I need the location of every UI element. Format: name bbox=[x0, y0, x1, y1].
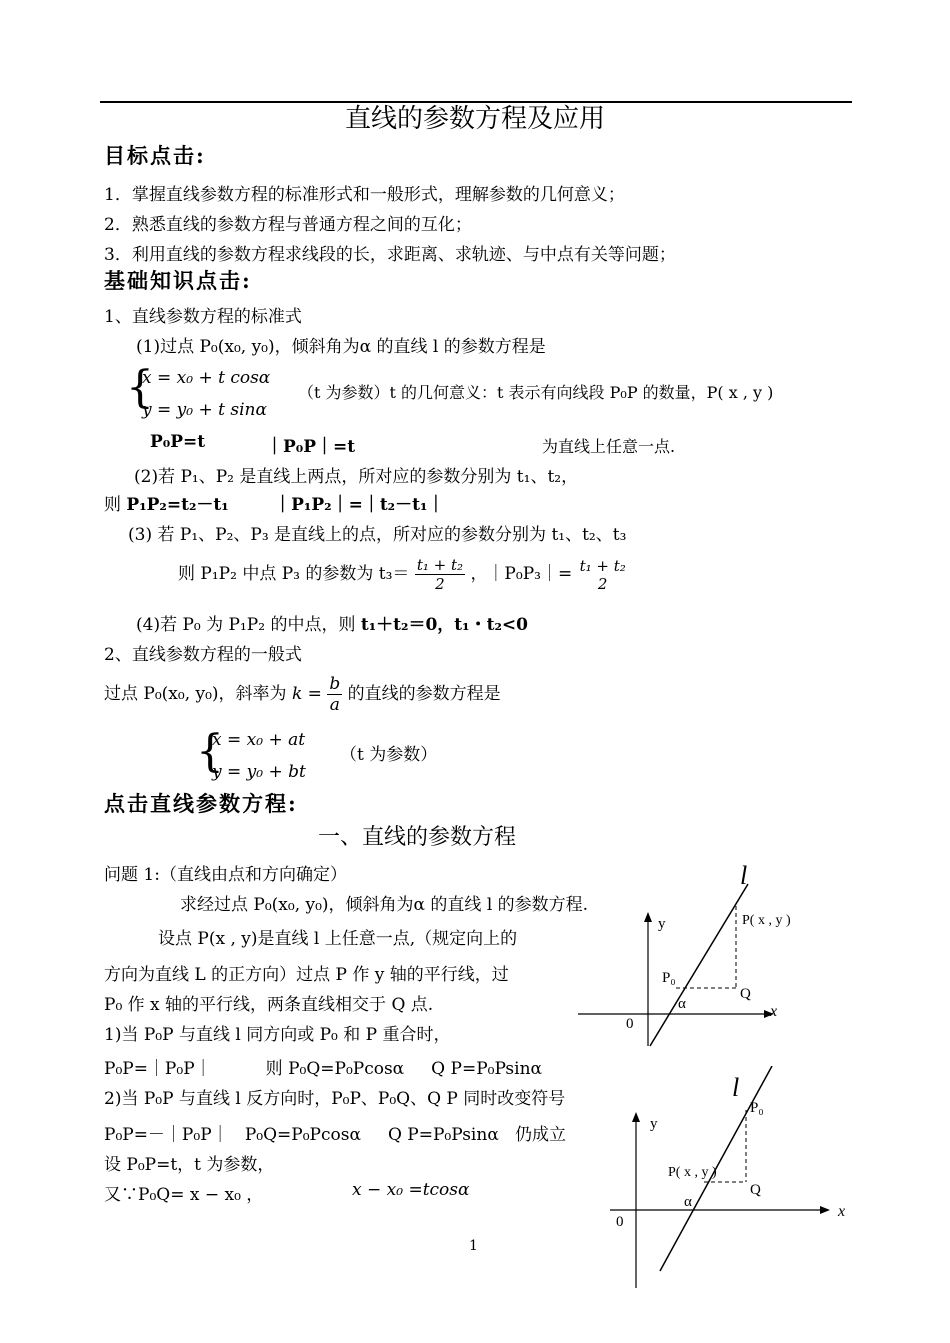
fig1-label-p0: P₀ bbox=[662, 970, 676, 986]
eq1-brace: { bbox=[126, 362, 154, 413]
since-line: 又∵P₀Q= x − x₀ ， bbox=[104, 1185, 264, 1205]
question-1: 问题 1:（直线由点和方向确定） bbox=[104, 865, 347, 885]
slope-numerator: b bbox=[329, 674, 341, 694]
fig1-label-p: P( x , y ) bbox=[742, 913, 791, 928]
section2-title: 2、直线参数方程的一般式 bbox=[104, 645, 302, 665]
since-line-2: x − x₀ =tcosα bbox=[352, 1180, 470, 1200]
question-1-body: 求经过点 P₀(x₀, y₀)，倾斜角为α 的直线 l 的参数方程. bbox=[180, 895, 589, 915]
fig2-label-p0: P₀ bbox=[750, 1100, 764, 1116]
then-word: 则 bbox=[104, 495, 121, 515]
goals-heading: 目标点击: bbox=[104, 143, 206, 168]
any-point-note: 为直线上任意一点. bbox=[542, 437, 676, 456]
fig2-label-origin: 0 bbox=[616, 1214, 624, 1230]
general-form-text-2: 的直线的参数方程是 bbox=[347, 684, 501, 704]
fig2-label-y: y bbox=[650, 1116, 658, 1132]
fig2-label-x: x bbox=[838, 1203, 846, 1220]
abs-p0p-eq: ｜P₀P｜=t bbox=[266, 437, 356, 457]
section1-line4: (3) 若 P₁、P₂、P₃ 是直线上的点，所对应的参数分别为 t₁、t₂、t₃ bbox=[128, 525, 627, 545]
fig1-label-q: Q bbox=[740, 986, 751, 1002]
eq2-brace: { bbox=[196, 726, 224, 777]
midpoint-fraction bbox=[415, 556, 465, 593]
case-1: 1)当 P₀P 与直线 l 同方向或 P₀ 和 P 重合时， bbox=[104, 1025, 451, 1045]
p0p-eq: P₀P=t bbox=[150, 432, 206, 452]
setup-line-2: 方向为直线 L 的正方向）过点 P 作 y 轴的平行线，过 bbox=[104, 965, 509, 985]
click-heading: 点击直线参数方程: bbox=[104, 791, 298, 816]
goal-item-3: 3．利用直线的参数方程求线段的长，求距离、求轨迹、与中点有关等问题； bbox=[104, 245, 676, 265]
abs-p0p3-fraction bbox=[578, 557, 628, 593]
case-2-equation: P₀P=－｜P₀P｜ P₀Q=P₀Pcosα Q P=P₀Psinα 仍成立 bbox=[104, 1125, 567, 1145]
section1-line6 bbox=[136, 610, 528, 635]
section1-line3 bbox=[104, 490, 444, 515]
abs-p1p2-eq: ｜P₁P₂｜=｜t₂－t₁｜ bbox=[274, 495, 445, 515]
fig2-label-q: Q bbox=[750, 1182, 761, 1198]
page-title: 直线的参数方程及应用 bbox=[344, 104, 605, 134]
eq1-note: （t 为参数）t 的几何意义：t 表示有向线段 P₀P 的数量，P( x , y ) bbox=[298, 383, 774, 402]
page-number: 1 bbox=[469, 1238, 478, 1254]
section2-line1 bbox=[104, 674, 501, 715]
setup-line-1: 设点 P(x , y)是直线 l 上任意一点,（规定向上的 bbox=[158, 929, 518, 949]
fig2-label-l: l bbox=[732, 1073, 740, 1102]
fraction2-numerator: t₁ + t₂ bbox=[579, 556, 626, 575]
section1-line5 bbox=[178, 556, 628, 593]
fraction-numerator: t₁ + t₂ bbox=[416, 556, 464, 574]
setup-line-3: P₀ 作 x 轴的平行线，两条直线相交于 Q 点. bbox=[104, 995, 434, 1015]
midpoint-text: 则 P₁P₂ 中点 P₃ 的参数为 t₃＝ bbox=[178, 564, 410, 584]
basics-heading: 基础知识点击: bbox=[104, 268, 252, 293]
eq1-bottom: y = y₀ + t sinα bbox=[142, 400, 267, 420]
section1-line1: (1)过点 P₀(x₀, y₀)，倾斜角为α 的直线 l 的参数方程是 bbox=[136, 337, 546, 357]
fig1-label-origin: 0 bbox=[626, 1016, 634, 1032]
t-sum-product: t₁＋t₂＝0，t₁・t₂<0 bbox=[360, 615, 528, 635]
eq2-bottom: y = y₀ + bt bbox=[212, 762, 306, 782]
goal-item-2: 2．熟悉直线的参数方程与普通方程之间的互化； bbox=[104, 215, 472, 235]
fig1-label-y: y bbox=[658, 916, 666, 932]
midpoint-p0-text: (4)若 P₀ 为 P₁P₂ 的中点，则 bbox=[136, 615, 356, 635]
fig2-label-p: P( x , y ) bbox=[668, 1165, 717, 1180]
fig1-y-arrow bbox=[644, 912, 652, 922]
fig2-y-arrow bbox=[632, 1112, 640, 1122]
general-form-text: 过点 P₀(x₀, y₀)，斜率为 bbox=[104, 684, 287, 704]
fig1-label-x: x bbox=[770, 1003, 778, 1020]
figure-1 bbox=[570, 856, 820, 1056]
goal-item-1: 1．掌握直线参数方程的标准形式和一般形式，理解参数的几何意义； bbox=[104, 185, 625, 205]
eq2-note: （t 为参数） bbox=[340, 745, 438, 765]
figure-2 bbox=[600, 1066, 860, 1291]
eq1-top: x = x₀ + t cosα bbox=[142, 368, 271, 388]
fraction-denominator: 2 bbox=[435, 575, 445, 593]
fig1-label-alpha: α bbox=[678, 996, 686, 1012]
slope-fraction bbox=[327, 674, 342, 715]
case-2: 2)当 P₀P 与直线 l 反方向时，P₀P、P₀Q、Q P 同时改变符号 bbox=[104, 1089, 566, 1109]
case-1-equation: P₀P=｜P₀P｜ 则 P₀Q=P₀Pcosα Q P=P₀Psinα bbox=[104, 1059, 543, 1079]
eq2-top: x = x₀ + at bbox=[212, 730, 306, 750]
set-t-line: 设 P₀P=t，t 为参数， bbox=[104, 1155, 275, 1175]
section1-line2: (2)若 P₁、P₂ 是直线上两点，所对应的参数分别为 t₁、t₂， bbox=[134, 467, 579, 487]
fig1-label-l: l bbox=[740, 861, 748, 890]
fig2-label-alpha: α bbox=[684, 1194, 692, 1210]
fig2-x-arrow bbox=[820, 1206, 830, 1214]
section-heading: 一、直线的参数方程 bbox=[318, 825, 517, 850]
abs-p0p3-text: ，｜P₀P₃｜= bbox=[470, 564, 573, 584]
fraction2-denominator: 2 bbox=[597, 574, 608, 593]
p1p2-eq: P₁P₂=t₂－t₁ bbox=[126, 495, 229, 515]
slope-denominator: a bbox=[329, 695, 340, 715]
section1-title: 1、直线参数方程的标准式 bbox=[104, 307, 302, 327]
slope-k: k = bbox=[291, 684, 322, 704]
fig1-line-l bbox=[650, 884, 748, 1046]
